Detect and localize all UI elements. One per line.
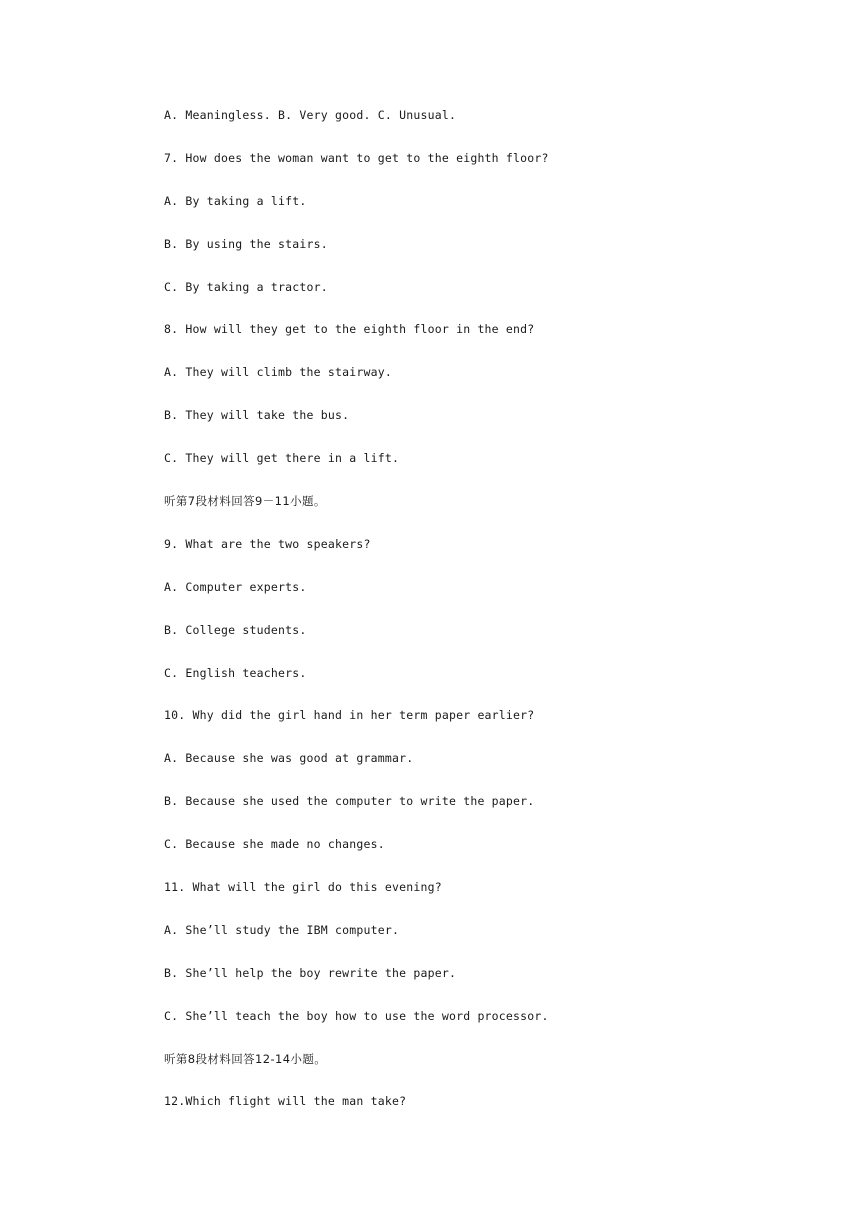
option-line: A. Meaningless. B. Very good. C. Unusual. — [164, 108, 457, 122]
option-line: B. Because she used the computer to write the paper. — [164, 794, 535, 809]
option-line: A. They will climb the stairway. — [164, 365, 392, 380]
question-12: 12.Which flight will the man take? — [164, 1094, 407, 1109]
option-line: A. Because she was good at grammar. — [164, 751, 414, 766]
question-9: 9. What are the two speakers? — [164, 536, 371, 551]
option-line: B. They will take the bus. — [164, 408, 350, 423]
question-8: 8. How will they get to the eighth floor in the end? — [164, 322, 535, 337]
option-line: A. She’ll study the IBM computer. — [164, 922, 400, 937]
option-line: C. English teachers. — [164, 665, 307, 680]
section-instruction: 听第7段材料回答9－11小题。 — [164, 494, 326, 509]
option-line: C. They will get there in a lift. — [164, 451, 400, 466]
option-line: C. Because she made no changes. — [164, 837, 385, 852]
option-line: C. She’ll teach the boy how to use the word processor. — [164, 1008, 549, 1023]
document-body — [164, 107, 784, 1136]
option-line: A. By taking a lift. — [164, 193, 307, 208]
question-11: 11. What will the girl do this evening? — [164, 880, 442, 895]
question-10: 10. Why did the girl hand in her term paper earlier? — [164, 708, 535, 723]
option-line: B. She’ll help the boy rewrite the paper. — [164, 965, 457, 980]
option-line: B. College students. — [164, 622, 307, 637]
option-line: C. By taking a tractor. — [164, 279, 328, 294]
section-instruction: 听第8段材料回答12-14小题。 — [164, 1051, 327, 1066]
option-line: B. By using the stairs. — [164, 236, 328, 251]
option-line: A. Computer experts. — [164, 579, 307, 594]
question-7: 7. How does the woman want to get to the eighth floor? — [164, 150, 549, 165]
